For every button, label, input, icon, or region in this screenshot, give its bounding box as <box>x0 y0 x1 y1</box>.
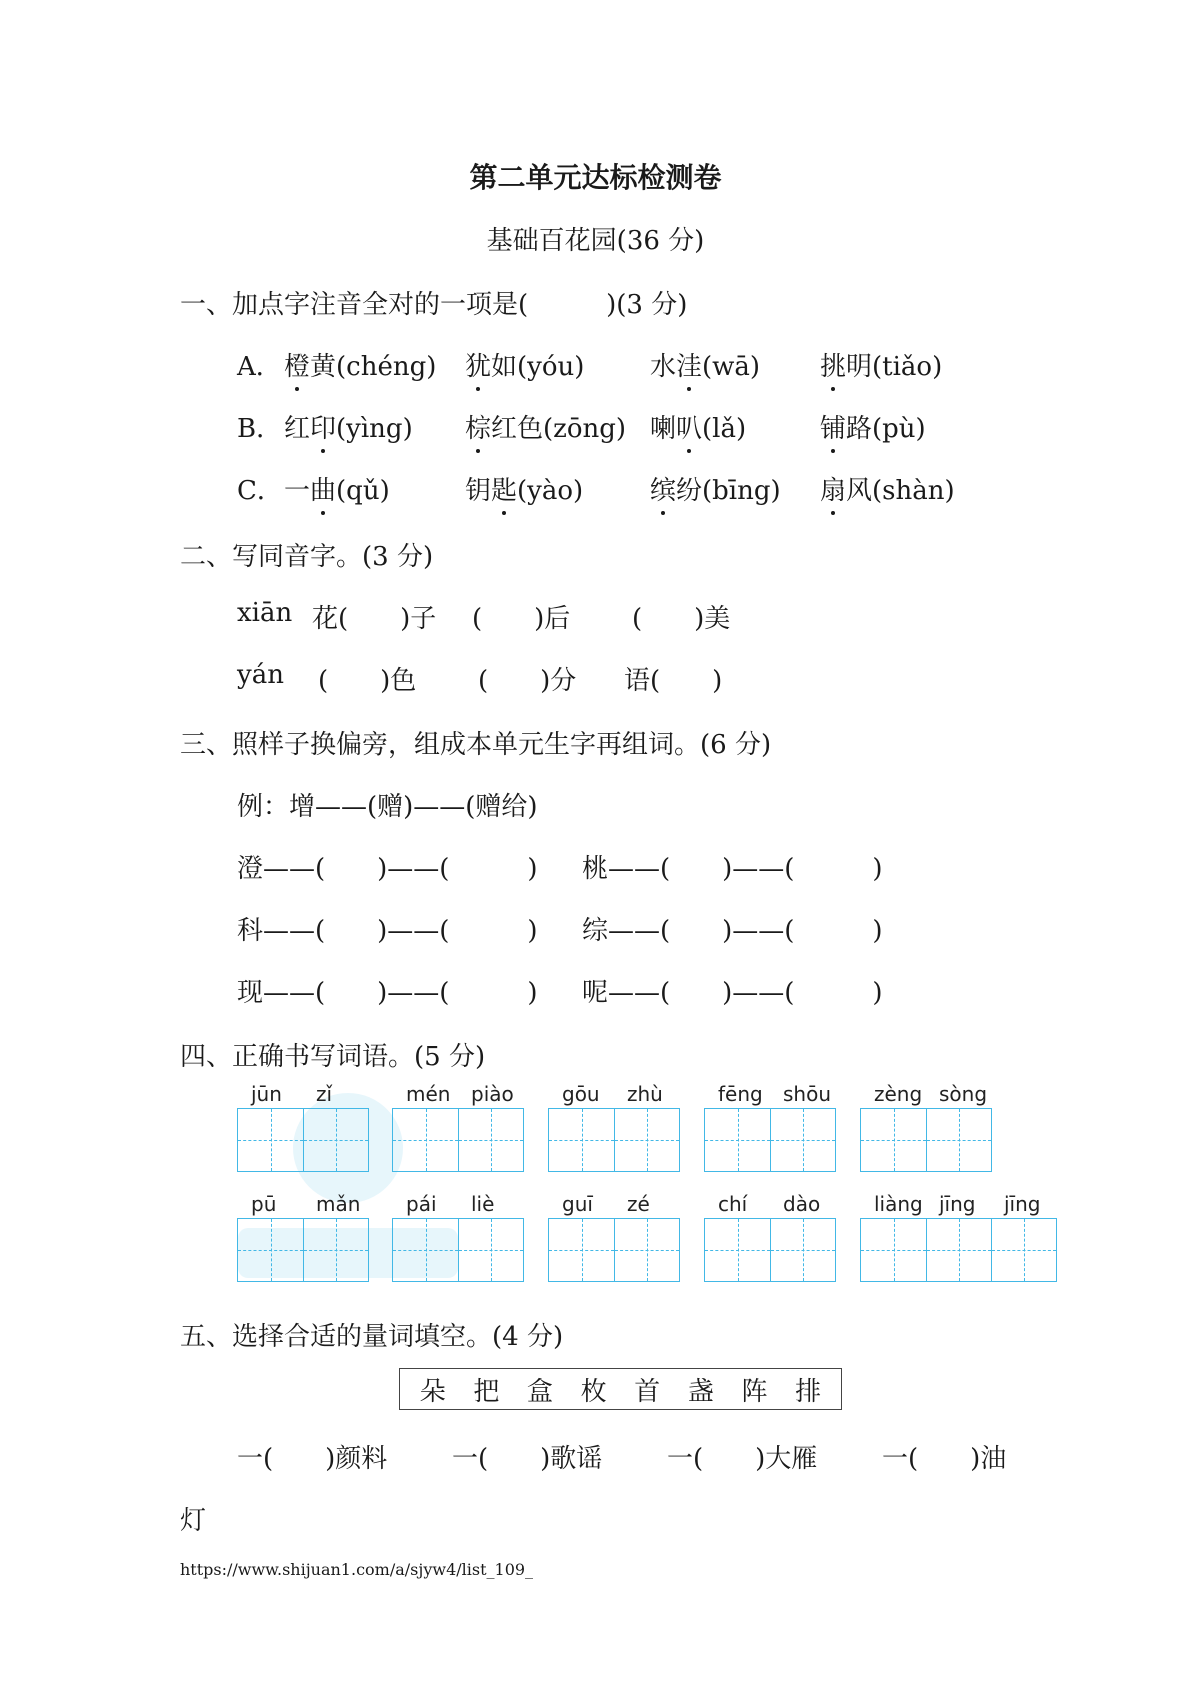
option-item <box>465 470 583 507</box>
grid-cell[interactable] <box>861 1109 926 1171</box>
section-subtitle: 基础百花园(36 分) <box>486 226 705 256</box>
grid-cell[interactable] <box>991 1219 1056 1281</box>
writing-grid[interactable] <box>392 1108 524 1172</box>
grid-cell[interactable] <box>770 1109 835 1171</box>
q2-blank: ( )分 <box>478 666 577 696</box>
option-item <box>284 346 436 383</box>
q5-item: 一( )油 <box>882 1444 1007 1474</box>
grid-cell[interactable] <box>705 1219 770 1281</box>
grid-cell[interactable] <box>238 1109 303 1171</box>
emphasized-char: 铺 <box>820 408 846 445</box>
q3-item: 呢——( )——( ) <box>582 978 883 1008</box>
q5-item: 一( )大雁 <box>667 1444 818 1474</box>
item-suffix: 明(tiǎo) <box>846 352 943 382</box>
writing-grid[interactable] <box>548 1108 680 1172</box>
q2-blank: ( )美 <box>632 604 731 634</box>
grid-cell[interactable] <box>393 1219 458 1281</box>
emphasized-char: 印 <box>310 408 336 445</box>
pinyin-syllable: dào <box>783 1192 821 1216</box>
pinyin-syllable: guī <box>562 1192 593 1216</box>
q2-blank: ( )色 <box>318 666 417 696</box>
option-word: 阵 <box>741 1376 768 1407</box>
grid-cell[interactable] <box>926 1219 991 1281</box>
page-title: 第二单元达标检测卷 <box>469 161 722 194</box>
footer-url: https://www.shijuan1.com/a/sjyw4/list_109_ <box>180 1560 534 1579</box>
item-suffix: (wā) <box>702 352 761 382</box>
pinyin-syllable: zǐ <box>316 1082 333 1106</box>
grid-cell[interactable] <box>393 1109 458 1171</box>
question-5-heading: 五、选择合适的量词填空。(4 分) <box>180 1322 564 1352</box>
q5-item: 一( )歌谣 <box>452 1444 603 1474</box>
pinyin-syllable: liè <box>471 1192 495 1216</box>
q2-pinyin-2: yán <box>237 660 284 690</box>
grid-cell[interactable] <box>549 1219 614 1281</box>
pinyin-syllable: mén <box>406 1082 451 1106</box>
pinyin-syllable: jīng <box>1004 1192 1041 1216</box>
pinyin-syllable: piào <box>471 1082 514 1106</box>
grid-cell[interactable] <box>238 1219 303 1281</box>
grid-cell[interactable] <box>926 1109 991 1171</box>
pinyin-syllable: jūn <box>251 1082 282 1106</box>
item-suffix: 路(pù) <box>846 414 926 444</box>
option-word: 首 <box>634 1376 661 1407</box>
writing-grid[interactable] <box>548 1218 680 1282</box>
grid-cell[interactable] <box>303 1219 368 1281</box>
grid-cell[interactable] <box>770 1219 835 1281</box>
writing-grid[interactable] <box>237 1108 369 1172</box>
writing-grid[interactable] <box>704 1108 836 1172</box>
option-label: C． <box>237 476 283 506</box>
q3-item: 现——( )——( ) <box>237 978 538 1008</box>
grid-cell[interactable] <box>458 1109 523 1171</box>
question-2-heading: 二、写同音字。(3 分) <box>180 542 434 572</box>
pinyin-syllable: liàng <box>874 1192 923 1216</box>
emphasized-char: 橙 <box>284 346 310 383</box>
writing-grid[interactable] <box>860 1218 1057 1282</box>
item-suffix: 风(shàn) <box>846 476 955 506</box>
q3-item: 科——( )——( ) <box>237 916 538 946</box>
pinyin-syllable: chí <box>718 1192 748 1216</box>
emphasized-char: 挑 <box>820 346 846 383</box>
q3-item: 桃——( )——( ) <box>582 854 883 884</box>
pinyin-syllable: sòng <box>939 1082 988 1106</box>
item-suffix: 纷(bīng) <box>676 476 781 506</box>
writing-grid[interactable] <box>860 1108 992 1172</box>
q5-wrap-text: 灯 <box>180 1506 207 1536</box>
item-prefix: 钥 <box>465 476 492 506</box>
item-suffix: (yìng) <box>336 414 413 444</box>
option-word: 朵 <box>419 1376 446 1407</box>
grid-cell[interactable] <box>458 1219 523 1281</box>
emphasized-char: 叭 <box>676 408 702 445</box>
pinyin-syllable: mǎn <box>316 1192 361 1216</box>
q2-blank: ( )后 <box>472 604 571 634</box>
item-prefix: 一 <box>284 476 311 506</box>
pinyin-syllable: shōu <box>783 1082 832 1106</box>
pinyin-syllable: zé <box>627 1192 650 1216</box>
writing-grid[interactable] <box>392 1218 524 1282</box>
option-item <box>284 470 390 507</box>
q2-pinyin-1: xiān <box>237 598 293 628</box>
option-item <box>820 408 926 445</box>
pinyin-syllable: zhù <box>627 1082 663 1106</box>
option-word: 盏 <box>687 1376 714 1407</box>
question-1-heading: 一、加点字注音全对的一项是( )(3 分) <box>180 290 688 320</box>
grid-cell[interactable] <box>614 1219 679 1281</box>
question-4-heading: 四、正确书写词语。(5 分) <box>180 1042 486 1072</box>
option-item <box>284 408 413 445</box>
emphasized-char: 犹 <box>465 346 491 383</box>
q2-blank: 花( )子 <box>312 604 437 634</box>
pinyin-syllable: pū <box>251 1192 277 1216</box>
pinyin-syllable: pái <box>406 1192 437 1216</box>
item-prefix: 喇 <box>650 414 677 444</box>
option-item <box>650 470 781 507</box>
q5-item: 一( )颜料 <box>237 1444 388 1474</box>
option-item <box>820 346 942 383</box>
item-prefix: 水 <box>650 352 677 382</box>
item-suffix: 如(yóu) <box>491 352 585 382</box>
writing-grid[interactable] <box>704 1218 836 1282</box>
option-word: 把 <box>473 1376 500 1407</box>
q3-item: 综——( )——( ) <box>582 916 883 946</box>
option-word: 排 <box>795 1376 822 1407</box>
item-suffix: (yào) <box>517 476 584 506</box>
option-item <box>820 470 955 507</box>
question-3-heading: 三、照样子换偏旁，组成本单元生字再组词。(6 分) <box>180 730 772 760</box>
emphasized-char: 缤 <box>650 470 676 507</box>
option-label: A． <box>237 352 282 382</box>
option-word: 盒 <box>527 1376 554 1407</box>
measure-word-options <box>399 1368 842 1410</box>
item-suffix: (qǔ) <box>336 476 390 506</box>
option-item <box>650 346 760 383</box>
option-label: B． <box>237 414 283 444</box>
writing-grid[interactable] <box>237 1218 369 1282</box>
item-suffix: 红色(zōng) <box>491 414 627 444</box>
grid-cell[interactable] <box>861 1219 926 1281</box>
emphasized-char: 棕 <box>465 408 491 445</box>
grid-cell[interactable] <box>705 1109 770 1171</box>
pinyin-syllable: gōu <box>562 1082 600 1106</box>
q2-blank: 语( ) <box>624 666 723 696</box>
pinyin-syllable: zèng <box>874 1082 923 1106</box>
emphasized-char: 扇 <box>820 470 846 507</box>
pinyin-syllable: fēng <box>718 1082 763 1106</box>
emphasized-char: 匙 <box>491 470 517 507</box>
item-suffix: 黄(chéng) <box>310 352 437 382</box>
grid-cell[interactable] <box>549 1109 614 1171</box>
pinyin-syllable: jīng <box>939 1192 976 1216</box>
option-item <box>650 408 746 445</box>
grid-cell[interactable] <box>303 1109 368 1171</box>
grid-cell[interactable] <box>614 1109 679 1171</box>
item-suffix: (lǎ) <box>702 414 747 444</box>
q3-example: 例：增——(赠)——(赠给) <box>237 792 538 822</box>
q3-item: 澄——( )——( ) <box>237 854 538 884</box>
option-item <box>465 408 626 445</box>
item-prefix: 红 <box>284 414 311 444</box>
emphasized-char: 曲 <box>310 470 336 507</box>
option-word: 枚 <box>580 1376 607 1407</box>
option-item <box>465 346 584 383</box>
emphasized-char: 洼 <box>676 346 702 383</box>
